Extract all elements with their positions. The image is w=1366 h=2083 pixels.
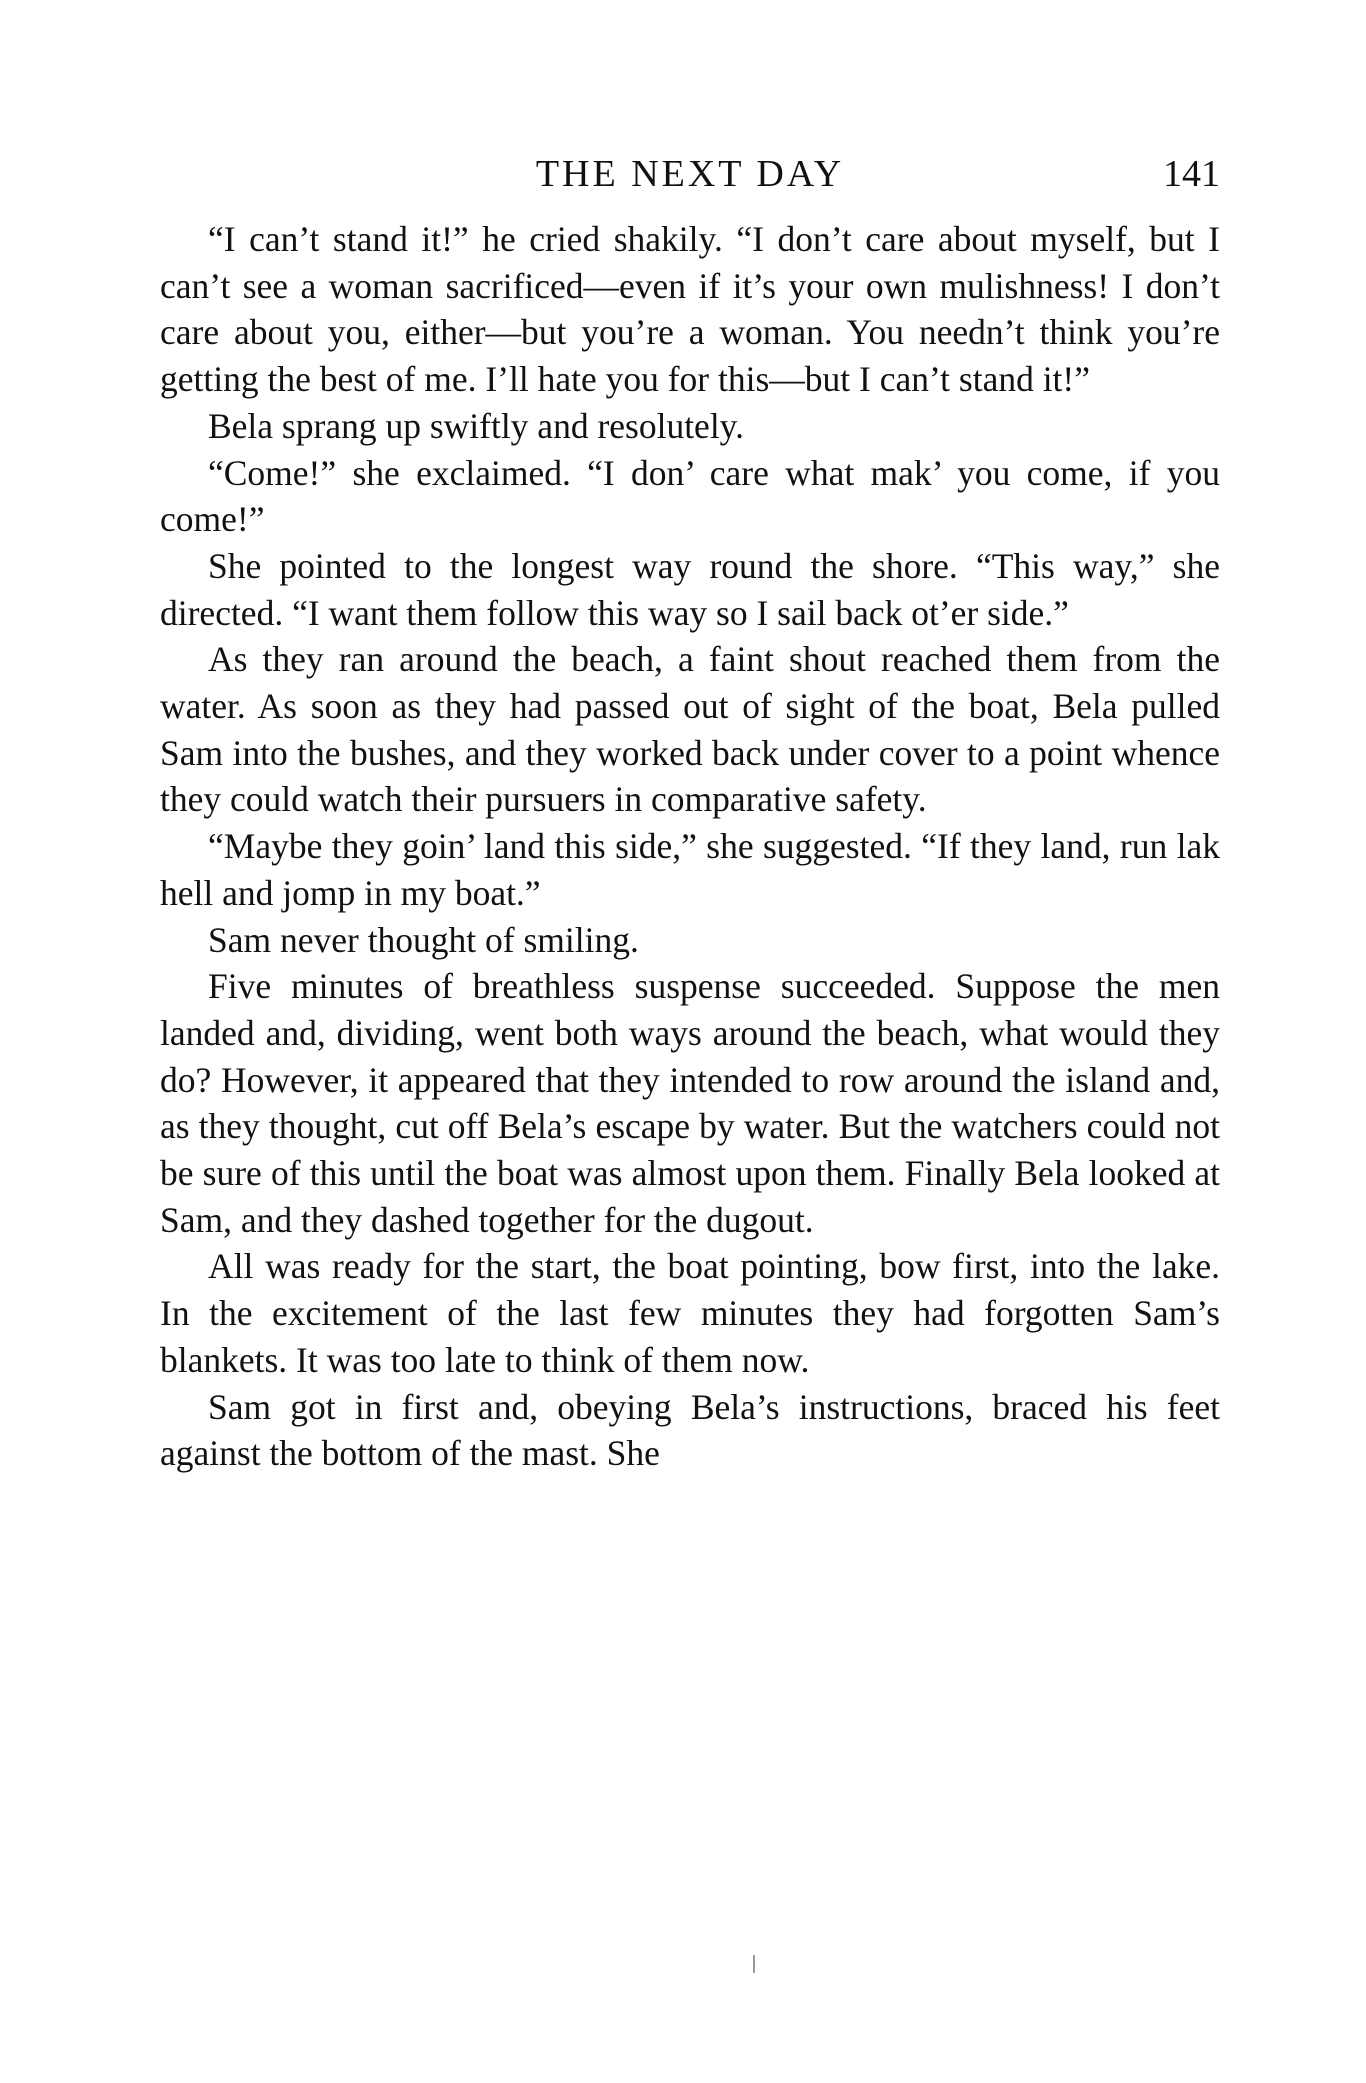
paragraph: “Maybe they goin’ land this side,” she suggested. “If they land, run lak hell and jomp in my boat.” (160, 826, 1220, 913)
paragraph: “Come!” she exclaimed. “I don’ care what mak’ you come, if you come!” (160, 452, 1220, 540)
book-page (160, 140, 1220, 1477)
paragraph: All was ready for the start, the boat pointing, bow first, into the lake. In the excitement of the last few minutes they had forgotten Sam’s blankets. It was too late to think of them now. (160, 1246, 1220, 1380)
paragraph: Bela sprang up swiftly and resolutely. (208, 405, 745, 446)
body-text (160, 216, 1220, 1477)
running-head (160, 140, 1220, 200)
paragraph: Sam never thought of smiling. (208, 919, 639, 960)
paragraph: Five minutes of breathless suspense succeeded. Suppose the men landed and, dividing, went both ways around the beach, what would they do? However, it appeared that they intended to row around the island and, as they thought, cut off Bela’s escape by water. But the watchers could not be sure of this until the boat was almost upon them. Finally Bela looked at Sam, and they dashed together for the dugout. (160, 966, 1220, 1240)
paragraph: Sam got in first and, obeying Bela’s instructions, braced his feet against the bottom of the mast. She (160, 1386, 1220, 1474)
print-mark (753, 1955, 755, 1973)
paragraph: As they ran around the beach, a faint shout reached them from the water. As soon as they had passed out of sight of the boat, Bela pulled Sam into the bushes, and they worked back under cover to a point whence they could watch their pursuers in comparative safety. (160, 639, 1220, 820)
page-number: 141 (1163, 153, 1220, 195)
paragraph: “I can’t stand it!” he cried shakily. “I don’t care about myself, but I can’t see a woman sacrificed—even if it’s your own mulishness! I don’t care about you, either—but you’re a woman. You needn’t think you’re getting the best of me. I’ll hate you for this—but I can’t stand it!” (160, 219, 1220, 400)
running-title: THE NEXT DAY (535, 153, 845, 195)
paragraph: She pointed to the longest way round the shore. “This way,” she directed. “I want them follow this way so I sail back ot’er side.” (160, 545, 1220, 633)
